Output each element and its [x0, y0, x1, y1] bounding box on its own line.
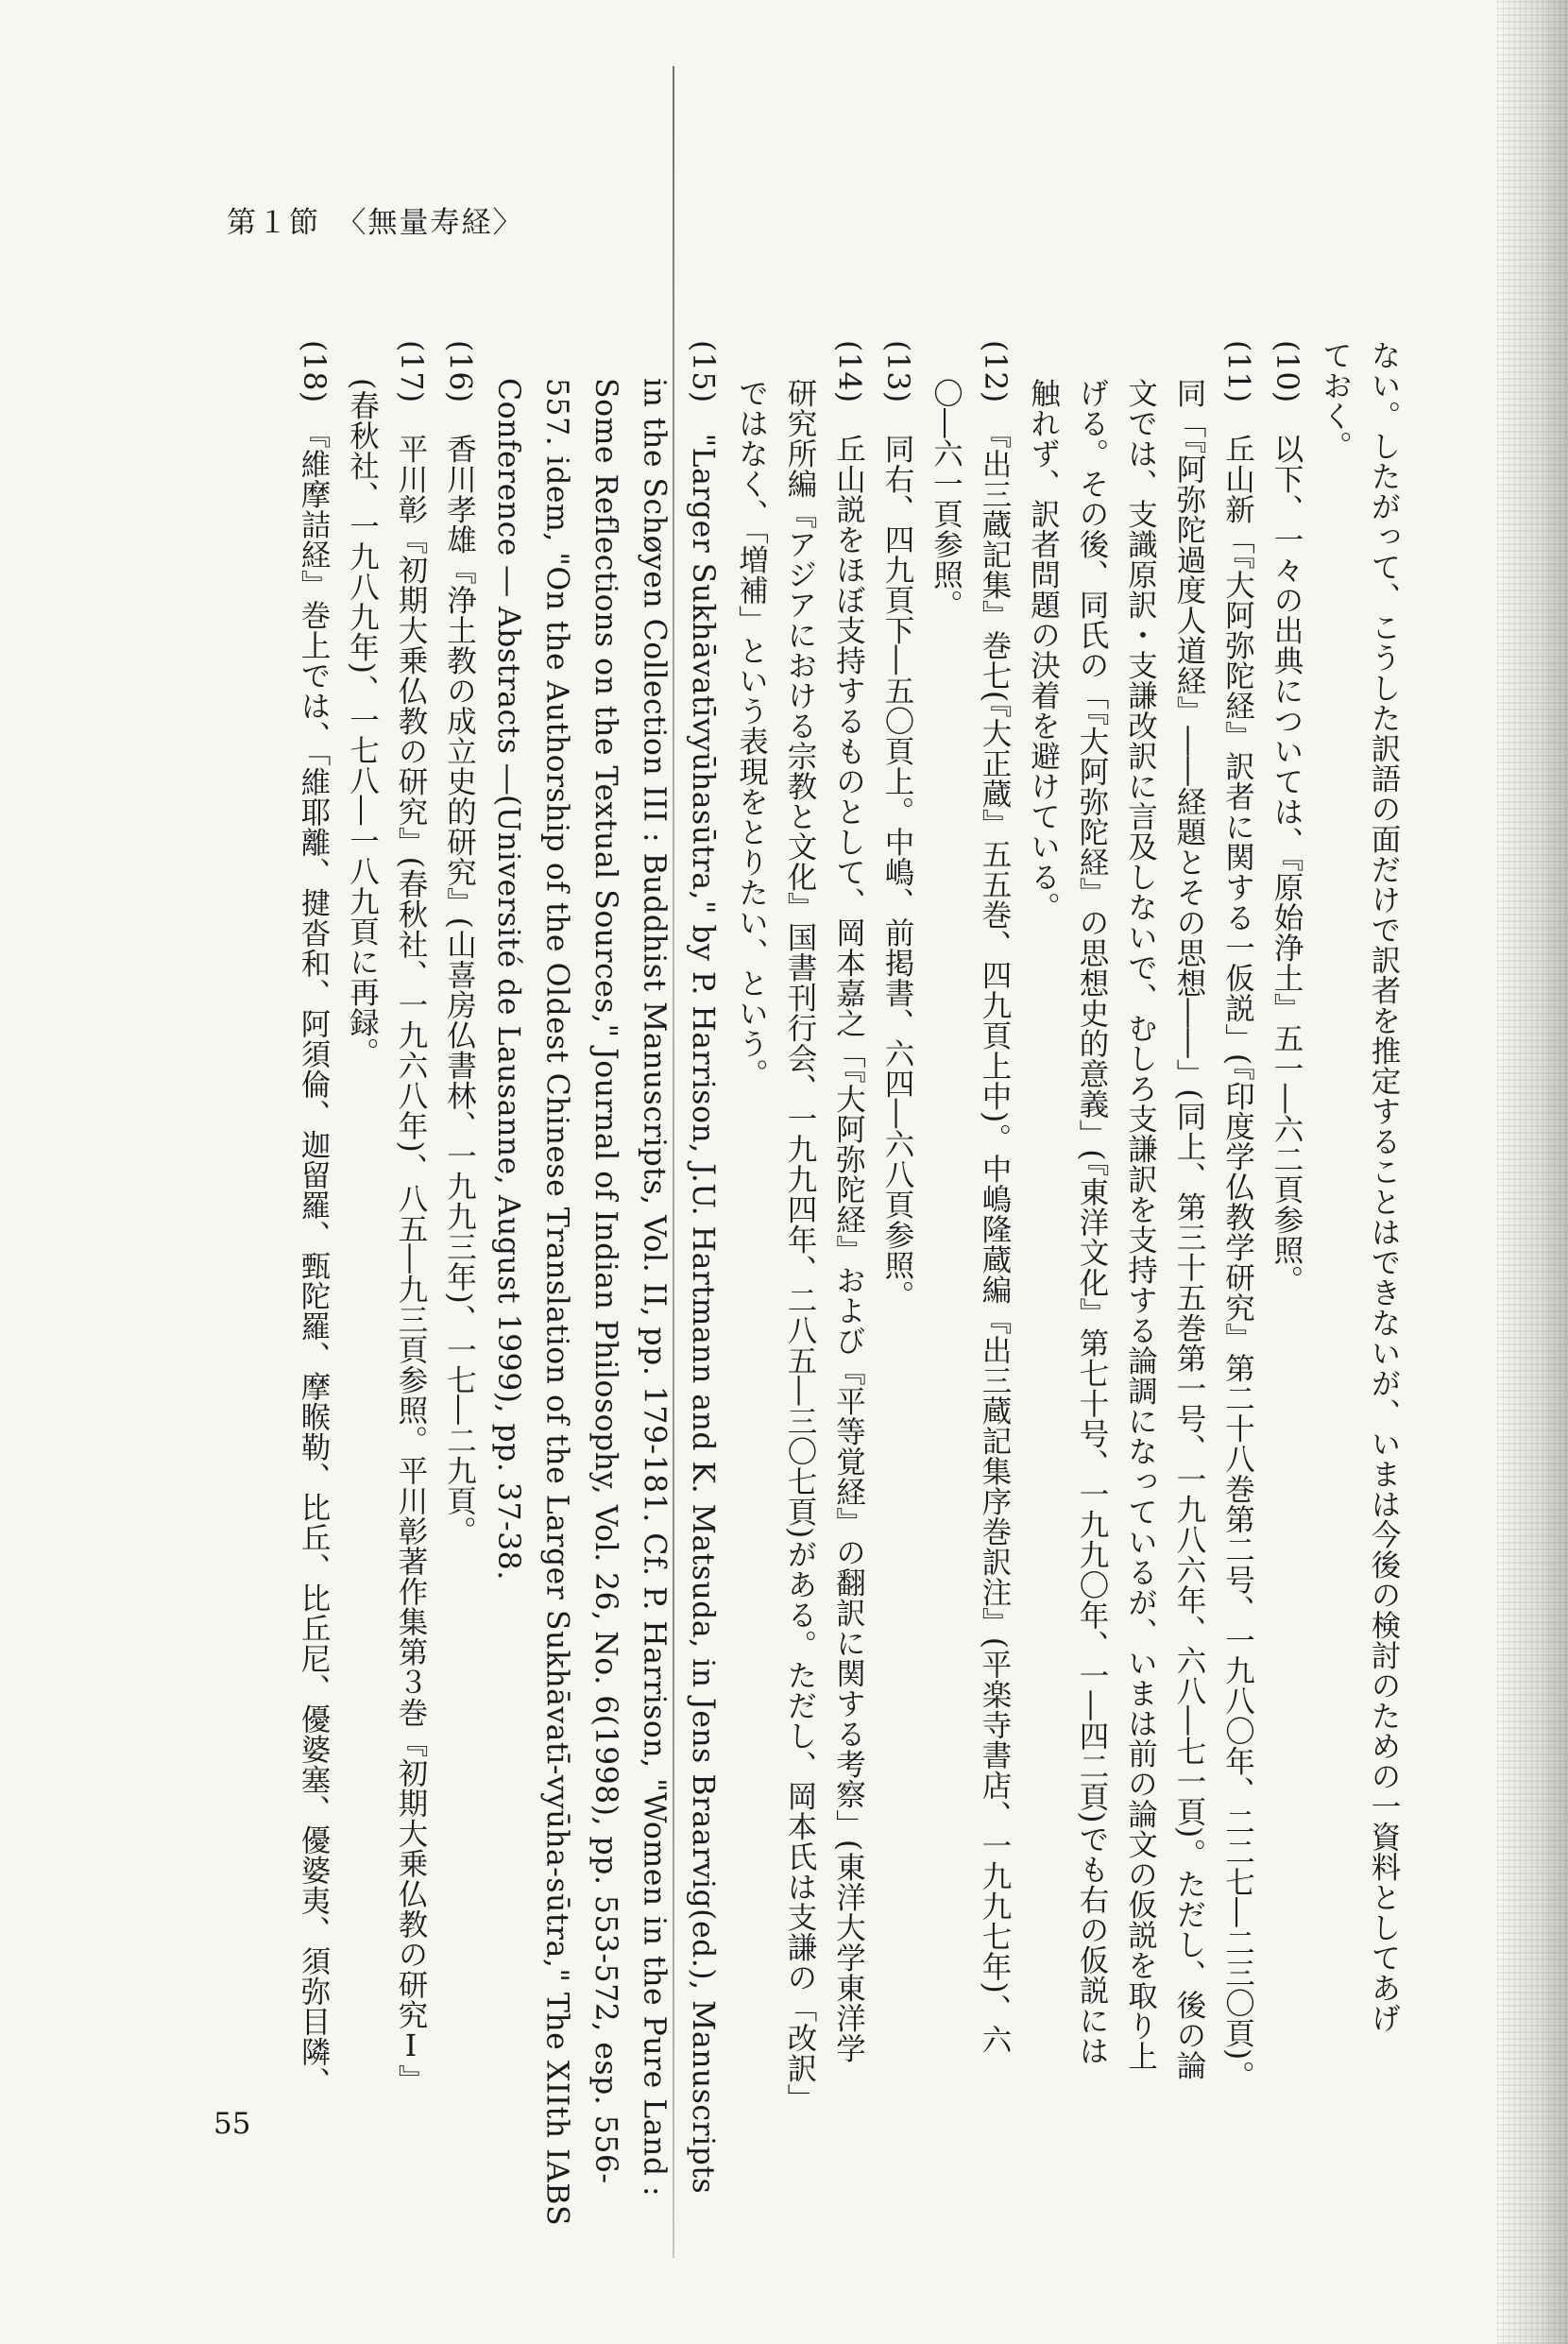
footnote-15: (15) "Larger Sukhāvatīvyūhasūtra," by P. Harrison, J.U. Hartmann and K. Matsuda, in Jens Braarvig(ed.), Manuscripts — [686, 340, 720, 2195]
footnote-13: (13) 同右、四九頁下―五〇頁上。中嶋、前掲書、六四―六八頁参照。 — [880, 340, 914, 1310]
text-line: ではなく、「増補」という表現をとりたい、という。 — [734, 378, 769, 1089]
text-line: (春秋社、一九八九年)、一七八―一八九頁に再録。 — [345, 378, 380, 1068]
footnote-18: (18) 『維摩詰経』巻上では、「維耶離、揵沓和、阿須倫、迦留羅、甄陀羅、摩睺勒、比丘、比丘尼、優婆塞、優婆夷、須弥目隣、 — [297, 340, 331, 2097]
text-line: ておく。 — [1318, 340, 1353, 461]
text-line: Some Reflections on the Textual Sources," Journal of Indian Philosophy, Vol. 26, No. 6(1998), pp. 553-572, esp. 556- — [588, 378, 622, 2184]
footnote-12: (12) 『出三蔵記集』巻七(『大正蔵』五五巻、四九頁上中)。中嶋隆蔵編『出三蔵記集序巻訳注』(平楽寺書店、一九九七年)、六 — [978, 340, 1012, 2055]
footnote-16: (16) 香川孝雄『浄土教の成立史的研究』(山喜房仏書林、一九九三年)、一七―二九頁。 — [442, 340, 477, 1547]
text-line: げる。その後、同氏の「『大阿弥陀経』の思想史的意義」(『東洋文化』第七十号、一九九〇年、一―四二頁)でも右の仮説には — [1075, 378, 1109, 2066]
text-line: in the Schøyen Collection III : Buddhist Manuscripts, Vol. II, pp. 179-181. Cf. P. Harrison, "Women in the Pure Land : — [637, 378, 672, 2198]
footnote-17: (17) 平川彰『初期大乗仏教の研究』(春秋社、一九六八年)、八五―九三頁参照。平川彰著作集第３巻『初期大乗仏教の研究Ⅰ』 — [394, 340, 428, 2095]
text-line: ない。したがって、こうした訳語の面だけで訳者を推定することはできないが、いまは今後の検討のための一資料としてあげ — [1367, 340, 1401, 2033]
running-header: 第１節 〈無量寿経〉 — [227, 206, 524, 240]
text-line: 触れず、訳者問題の決着を避けている。 — [1026, 378, 1061, 922]
text-line: Conference ― Abstracts ―(Université de Lausanne, August 1999), pp. 37-38. — [491, 378, 525, 1581]
scan-edge — [1497, 0, 1568, 2344]
footnote-14: (14) 丘山説をほぼ支持するものとして、岡本嘉之「『大阿弥陀経』および『平等覚経』の翻訳に関する考察」(東洋大学東洋学 — [831, 340, 866, 2063]
footnote-11: (11) 丘山新「『大阿弥陀経』訳者に関する一仮説」(『印度学仏教学研究』第二十八巻第二号、一九八〇年、二二七―二三〇頁)。 — [1220, 340, 1255, 2091]
footnote-10: (10) 以下、一々の出典については、『原始浄土』五一―六二頁参照。 — [1270, 340, 1304, 1295]
text-line: 〇―六一頁参照。 — [929, 378, 963, 620]
text-line: 研究所編『アジアにおける宗教と文化』国書刊行会、一九九四年、二八五―三〇七頁)がある。ただし、岡本氏は支謙の「改訳」 — [783, 378, 817, 2113]
text-line: 文では、支識原訳・支謙改訳に言及しないで、むしろ支謙訳を支持する論調になっているが、いまは前の論文の仮説を取り上 — [1123, 378, 1158, 2071]
text-line: 同「『阿弥陀過度人道経』――経題とその思想――」(同上、第三十五巻第一号、一九八六年、六八―七一頁)。ただし、後の論 — [1172, 378, 1206, 2080]
text-line: 557. idem, "On the Authorship of the Oldest Chinese Translation of the Larger Sukhāvatī-vyūha-sūtra," The XIIth IABS — [539, 378, 574, 2227]
footnotes-text-block — [198, 340, 1407, 2227]
page-number: 55 — [213, 2107, 251, 2141]
